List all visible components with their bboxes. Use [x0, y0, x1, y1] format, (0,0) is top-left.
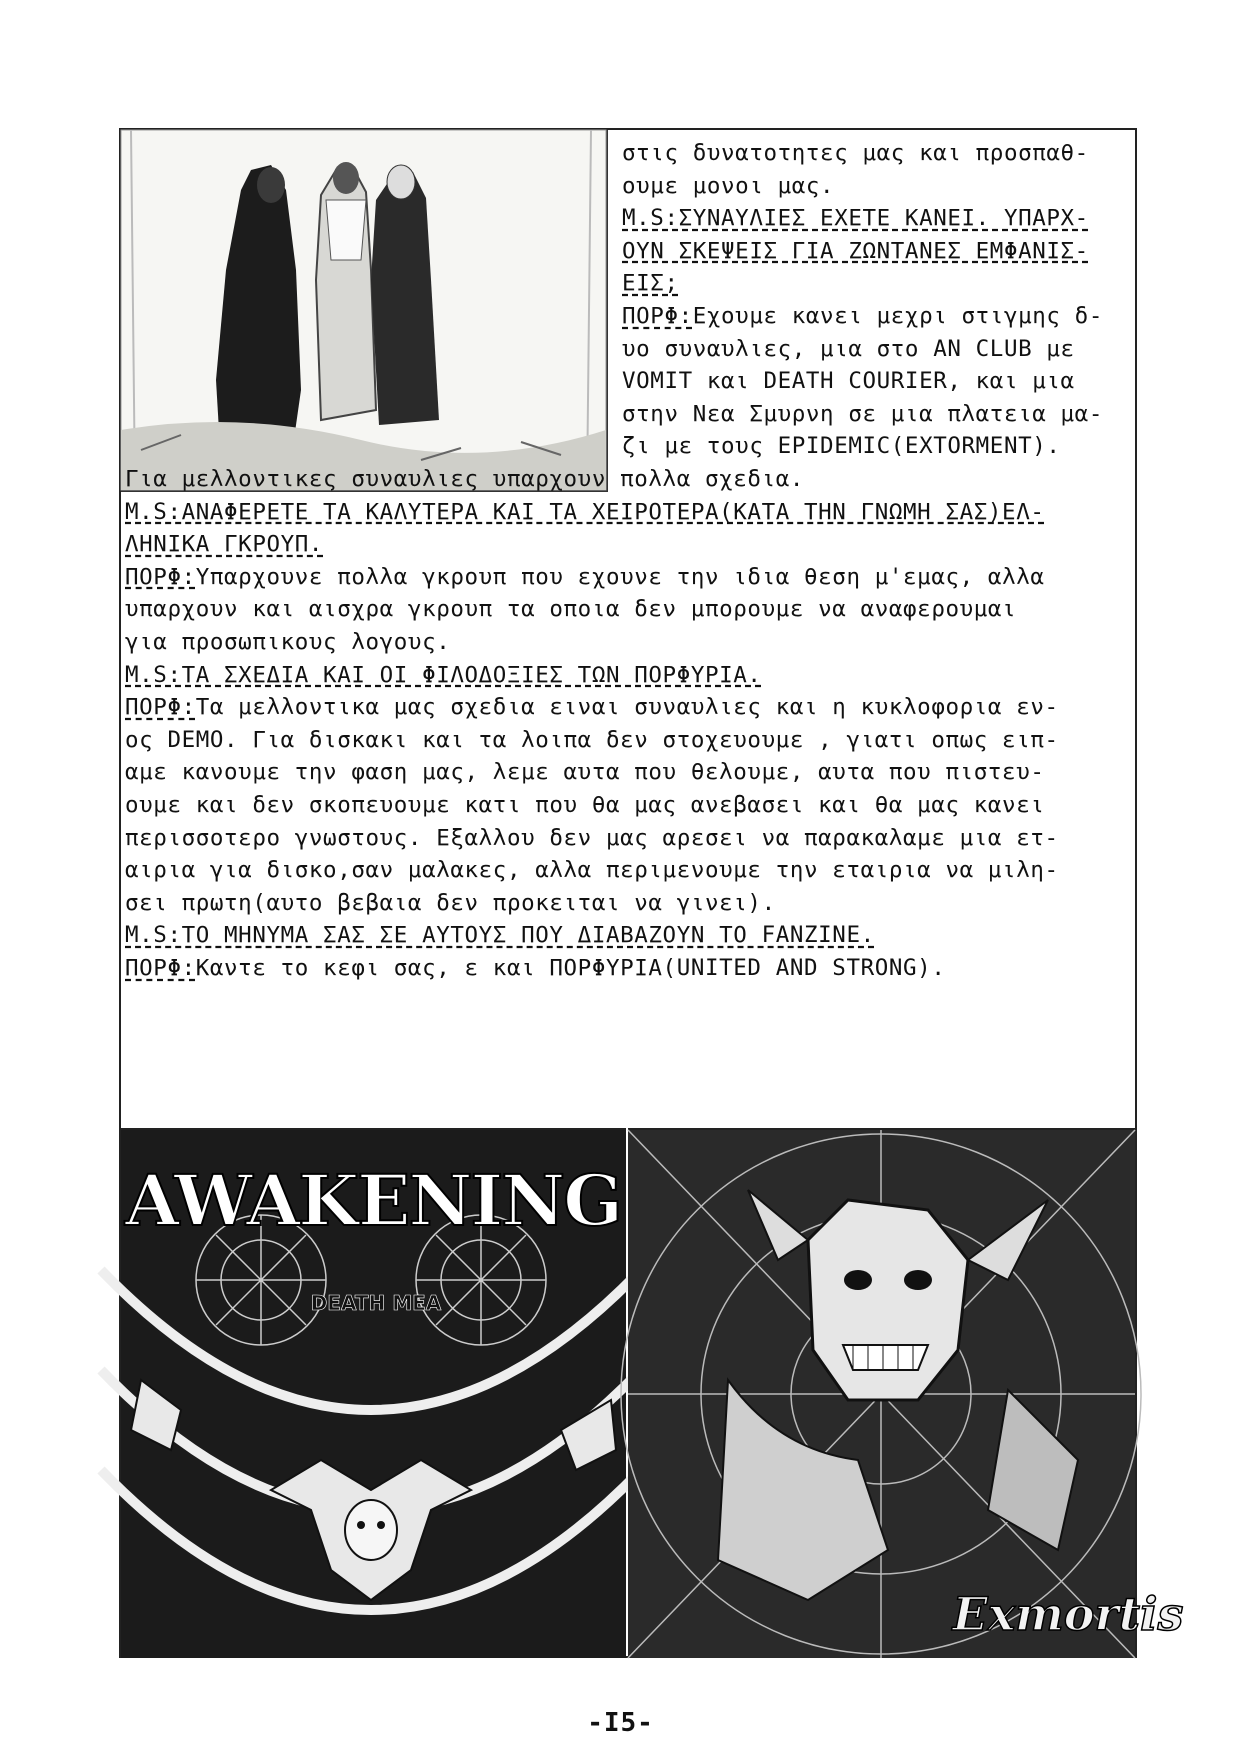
text-line	[125, 726, 1059, 753]
line-text: ζι με τους EPIDEMIC(EXTORMENT).	[622, 433, 1061, 460]
question-text: M.S:ΣΥΝΑΥΛΙΕΣ ΕΧΕΤΕ ΚΑΝΕΙ. ΥΠΑΡΧ-	[622, 205, 1089, 232]
text-line	[125, 889, 776, 916]
awakening-logo: AWAKENING	[125, 1159, 621, 1242]
awakening-artwork	[121, 1128, 626, 1658]
question-text: M.S:ΤΟ ΜΗΝΥΜΑ ΣΑΣ ΣΕ ΑΥΤΟΥΣ ΠΟΥ ΔΙΑΒΑΖΟΥΝ ΤΟ FANZINE.	[125, 922, 875, 949]
text-line	[125, 468, 804, 491]
question-text: ΕΙΣ;	[622, 270, 679, 297]
line-text: ουμε και δεν σκοπευουμε κατι που θα μας ανεβασει και θα μας κανει	[125, 792, 1045, 818]
text-line	[622, 142, 1089, 165]
speaker-label: ΠΟΡΦ:	[125, 955, 196, 981]
speaker-label: ΠΟΡΦ:	[622, 303, 693, 329]
line-text: ος DEMO. Για δισκακι και τα λοιπα δεν στοχευουμε , γιατι οπως ειπ-	[125, 726, 1059, 753]
line-text: υο συναυλιες, μια στο AN CLUB με	[622, 335, 1075, 362]
question-text: ΟΥΝ ΣΚΕΨΕΙΣ ΓΙΑ ΖΩΝΤΑΝΕΣ ΕΜΦΑΝΙΣ-	[622, 237, 1089, 264]
line-text: Εχουμε κανει μεχρι στιγμης δ-	[692, 303, 1103, 329]
line-text: στις δυνατοτητες μας και προσπαθ-	[622, 140, 1089, 166]
text-line	[125, 631, 450, 654]
page-number: -I5-	[587, 1708, 654, 1738]
line-text: περισσοτερο γνωστους. Εξαλλου δεν μας αρεσει να παρακαλαμε μια ετ-	[125, 824, 1059, 851]
text-line	[622, 335, 1075, 362]
text-line	[125, 859, 1059, 882]
interviewer-question	[125, 661, 762, 688]
text-line	[125, 598, 1016, 621]
exmortis-logo: Exmortis	[952, 1587, 1184, 1641]
question-text: ΛΗΝΙΚΑ ΓΚΡΟΥΠ.	[125, 531, 324, 558]
question-text: M.S:ΤΑ ΣΧΕΔΙΑ ΚΑΙ ΟΙ ΦΙΛΟΔΟΞΙΕΣ ΤΩΝ ΠΟΡΦΥΡΙΑ.	[125, 661, 762, 688]
speaker-label: ΠΟΡΦ:	[125, 694, 196, 721]
line-text: για προσωπικους λογους.	[125, 629, 451, 655]
text-line	[125, 824, 1059, 851]
interviewer-question	[622, 272, 679, 295]
interviewer-question	[125, 498, 1045, 525]
line-text: Υπαρχουνε πολλα γκρουπ που εχουνε την ιδια θεση μ'εμας, αλλα	[195, 563, 1045, 590]
text-line	[622, 435, 1061, 458]
text-line	[622, 400, 1103, 427]
line-text: Τα μελλοντικα μας σχεδια ειναι συναυλιες και η κυκλοφορια εν-	[195, 694, 1059, 721]
band-answer	[125, 957, 945, 980]
line-text: αιρια για δισκο,σαν μαλακες, αλλα περιμενουμε την εταιρια να μιλη-	[125, 857, 1059, 884]
line-text: αμε κανουμε την φαση μας, λεμε αυτα που θελουμε, αυτα που πιστευ-	[125, 759, 1045, 786]
speaker-label: ΠΟΡΦ:	[125, 563, 196, 590]
line-text: ουμε μονοι μας.	[622, 172, 835, 199]
awakening-subtitle: DEATH MEA	[310, 1291, 442, 1315]
line-text: στην Νεα Σμυρνη σε μια πλατεια μα-	[622, 400, 1103, 427]
interviewer-question	[125, 533, 323, 556]
band-answer	[125, 563, 1045, 590]
band-answer	[125, 696, 1059, 719]
line-text: υπαρχουν και αισχρα γκρουπ τα οποια δεν μπορουμε να αναφερουμαι	[125, 596, 1017, 623]
band-answer	[622, 305, 1103, 328]
band-photo	[121, 130, 608, 492]
interviewer-question	[125, 924, 875, 947]
line-text: Για μελλοντικες συναυλιες υπαρχουν πολλα σχεδια.	[125, 466, 805, 492]
exmortis-artwork	[628, 1128, 1184, 1658]
question-text: M.S:ΑΝΑΦΕΡΕΤΕ ΤΑ ΚΑΛΥΤΕΡΑ ΚΑΙ ΤΑ ΧΕΙΡΟΤΕΡΑ(ΚΑΤΑ ΤΗΝ ΓΝΩΜΗ ΣΑΣ)ΕΛ-	[125, 498, 1045, 525]
line-text: VOMIT και DEATH COURIER, και μια	[622, 368, 1075, 395]
interviewer-question	[622, 237, 1089, 264]
text-line	[622, 172, 835, 199]
line-text: Καντε το κεφι σας, ε και ΠΟΡΦΥΡΙΑ(UNITED AND STRONG).	[195, 955, 946, 981]
text-line	[622, 370, 1075, 393]
interviewer-question	[622, 207, 1089, 230]
line-text: σει πρωτη(αυτο βεβαια δεν προκειται να γινει).	[125, 889, 776, 916]
text-line	[125, 761, 1045, 784]
text-line	[125, 794, 1045, 817]
